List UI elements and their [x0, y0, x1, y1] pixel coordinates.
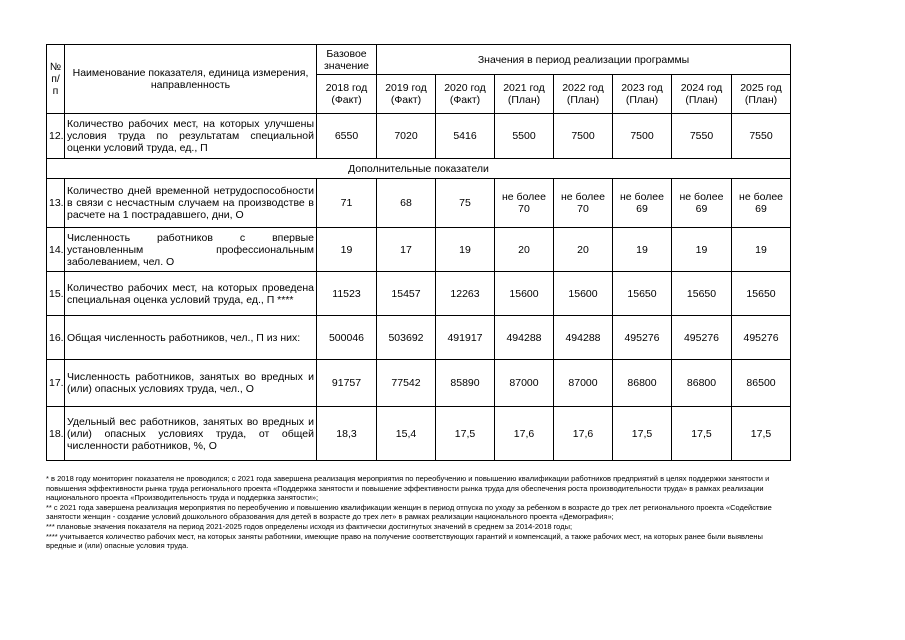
value-cell: 91757 [317, 360, 377, 407]
value-cell: 494288 [495, 316, 554, 360]
value-cell: 11523 [317, 272, 377, 316]
value-cell: 6550 [317, 114, 377, 159]
footnote: *** плановые значения показателя на период 2021-2025 годов определены исходя из фактически достигнутых значений в среднем за 2014-2018 годы; [46, 521, 573, 531]
table-row [47, 228, 791, 272]
value-cell: 17,5 [732, 407, 791, 461]
value-cell: 86500 [732, 360, 791, 407]
footnote: **** учитывается количество рабочих мест, на которых заняты работники, имеющие право на получение соответствующих гарантий и компенсаций, а также рабочих мест, на которых ранее были выявлены вредные и (или) опасные условия труда. [46, 531, 763, 551]
base-header: Базовое значение [317, 45, 377, 75]
value-cell: 5500 [495, 114, 554, 159]
value-cell: 75 [436, 179, 495, 228]
table-row [47, 316, 791, 360]
year-header: 2024 год (План) [672, 75, 732, 114]
value-cell: 15,4 [377, 407, 436, 461]
value-cell: не более 70 [495, 179, 554, 228]
value-cell: 7500 [554, 114, 613, 159]
value-cell: 495276 [613, 316, 672, 360]
value-cell: 7550 [672, 114, 732, 159]
value-cell: 503692 [377, 316, 436, 360]
value-cell: 17,6 [554, 407, 613, 461]
value-cell: не более 69 [732, 179, 791, 228]
value-cell: 15650 [672, 272, 732, 316]
value-cell: 19 [732, 228, 791, 272]
value-cell: 15650 [613, 272, 672, 316]
year-header: 2023 год (План) [613, 75, 672, 114]
year-header: 2020 год (Факт) [436, 75, 495, 114]
value-cell: 20 [554, 228, 613, 272]
value-cell: 85890 [436, 360, 495, 407]
value-cell: 15600 [495, 272, 554, 316]
section-row [47, 159, 791, 179]
value-cell: 87000 [495, 360, 554, 407]
value-cell: 495276 [732, 316, 791, 360]
table-row [47, 360, 791, 407]
indicator-name: Количество рабочих мест, на которых проведена специальная оценка условий труда, ед., П **** [65, 272, 317, 316]
value-cell: 495276 [672, 316, 732, 360]
year-header: 2019 год (Факт) [377, 75, 436, 114]
value-cell: не более 69 [613, 179, 672, 228]
value-cell: 15600 [554, 272, 613, 316]
value-cell: 77542 [377, 360, 436, 407]
value-cell: 5416 [436, 114, 495, 159]
value-cell: 7550 [732, 114, 791, 159]
value-cell: 20 [495, 228, 554, 272]
value-cell: 86800 [672, 360, 732, 407]
value-cell: 71 [317, 179, 377, 228]
value-cell: 17 [377, 228, 436, 272]
footnotes [46, 474, 790, 551]
footnote: ** с 2021 года завершена реализация мероприятия по переобучению и повышению квалификации женщин в период отпуска по уходу за ребенком в возрасте до трех лет регионального проекта «Содействие занятости женщин - создание условий дошкольного образования для детей в возрасте до трех лет» в рамках реализации национального проекта «Демография»; [46, 502, 772, 522]
value-cell: 494288 [554, 316, 613, 360]
row-number: 18. [47, 407, 65, 461]
value-cell: 491917 [436, 316, 495, 360]
value-cell: 19 [672, 228, 732, 272]
footnote: * в 2018 году мониторинг показателя не проводился; с 2021 года завершена реализация мероприятия по переобучению и повышению квалификации работников предприятий в целях поддержки занятости и повышения эффективности рынка труда регионального проекта «Поддержка занятости и повышение эффективности рынка труда для обеспечения роста производительности труда» в рамках реализации национального проекта «Производительность труда и поддержка занятости»; [46, 474, 770, 503]
value-cell: 17,5 [613, 407, 672, 461]
value-cell: 86800 [613, 360, 672, 407]
indicator-name: Численность работников, занятых во вредных и (или) опасных условиях труда, чел., О [65, 360, 317, 407]
num-header: № п/п [47, 45, 65, 114]
value-cell: 15650 [732, 272, 791, 316]
value-cell: 68 [377, 179, 436, 228]
name-header: Наименование показателя, единица измерения, направленность [65, 45, 317, 114]
indicator-name: Количество дней временной нетрудоспособности в связи с несчастным случаем на производстве в расчете на 1 пострадавшего, дни, О [65, 179, 317, 228]
value-cell: 12263 [436, 272, 495, 316]
row-number: 16. [47, 316, 65, 360]
value-cell: не более 70 [554, 179, 613, 228]
year-header: 2025 год (План) [732, 75, 791, 114]
value-cell: 19 [436, 228, 495, 272]
row-number: 17. [47, 360, 65, 407]
header-row-1 [47, 45, 791, 75]
value-cell: 17,6 [495, 407, 554, 461]
row-number: 15. [47, 272, 65, 316]
value-cell: 18,3 [317, 407, 377, 461]
table-row [47, 114, 791, 159]
year-header: 2018 год (Факт) [317, 75, 377, 114]
table-row [47, 407, 791, 461]
value-cell: 7500 [613, 114, 672, 159]
row-number: 14. [47, 228, 65, 272]
section-title: Дополнительные показатели [47, 159, 791, 179]
value-cell: 17,5 [672, 407, 732, 461]
value-cell: 17,5 [436, 407, 495, 461]
value-cell: 7020 [377, 114, 436, 159]
year-header: 2022 год (План) [554, 75, 613, 114]
indicator-name: Общая численность работников, чел., П из них: [65, 316, 317, 360]
value-cell: 15457 [377, 272, 436, 316]
indicator-name: Удельный вес работников, занятых во вредных и (или) опасных условиях труда, от общей численности работников, %, О [65, 407, 317, 461]
period-header: Значения в период реализации программы [377, 45, 791, 75]
table-row [47, 272, 791, 316]
value-cell: 87000 [554, 360, 613, 407]
table-row [47, 179, 791, 228]
indicator-name: Численность работников с впервые установленным профессиональным заболеванием, чел. О [65, 228, 317, 272]
year-header: 2021 год (План) [495, 75, 554, 114]
row-number: 12. [47, 114, 65, 159]
value-cell: 19 [317, 228, 377, 272]
value-cell: 19 [613, 228, 672, 272]
additional-rows [47, 179, 791, 461]
indicators-table [46, 44, 791, 461]
row-number: 13. [47, 179, 65, 228]
indicator-name: Количество рабочих мест, на которых улучшены условия труда по результатам специальной оценки условий труда, ед., П [65, 114, 317, 159]
value-cell: не более 69 [672, 179, 732, 228]
value-cell: 500046 [317, 316, 377, 360]
